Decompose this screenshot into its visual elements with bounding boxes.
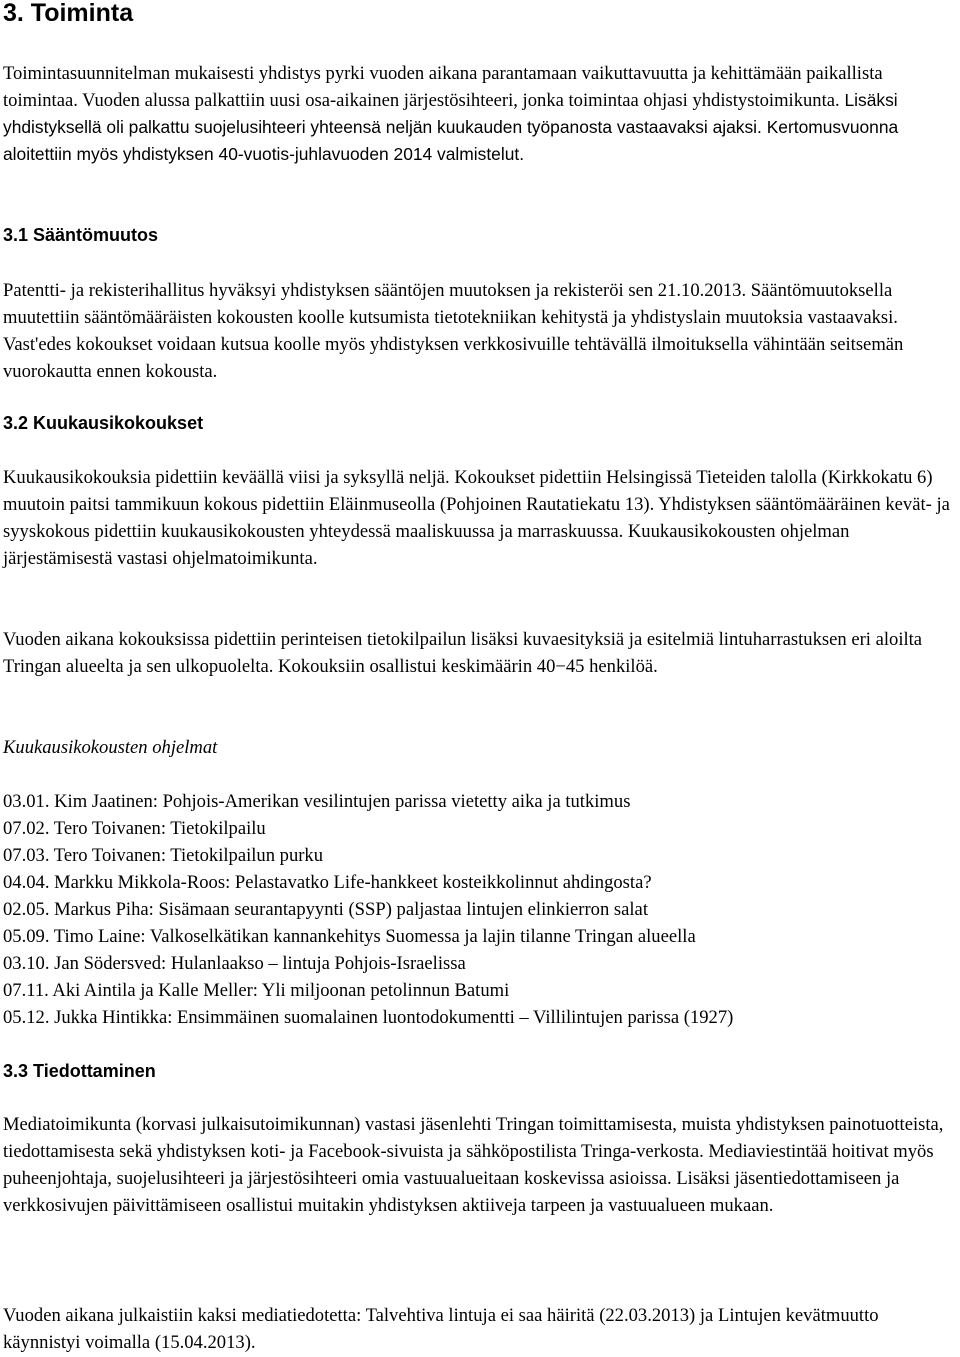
section-3-3-paragraph-2: Vuoden aikana julkaistiin kaksi mediatiedotetta: Talvehtiva lintuja ei saa häiritä (22.03.2013) ja Lintujen kevätmuutto käynnistyi voimalla (15.04.2013). — [3, 1305, 879, 1353]
section-3-2-paragraph-1: Kuukausikokouksia pidettiin keväällä viisi ja syksyllä neljä. Kokoukset pidettiin Helsingissä Tieteiden talolla (Kirkkokatu 6) muutoin paitsi tammikuun kokous pidettiin Eläinmuseolla (Pohjoinen Rautatiekatu 13). Yhdistyksen sääntömääräinen kevät- ja syyskokous pidettiin kuukausikokousten yhteydessä maaliskuussa ja marraskuussa. Kuukausikokousten ohjelman järjestämisestä vastasi ohjelmatoimikunta. — [3, 467, 950, 569]
list-item: 04.04. Markku Mikkola-Roos: Pelastavatko Life-hankkeet kosteikkolinnut ahdingosta? — [3, 872, 652, 893]
list-item: 03.01. Kim Jaatinen: Pohjois-Amerikan vesilintujen parissa vietetty aika ja tutkimus — [3, 791, 631, 812]
intro-text-sans: Lisäksi yhdistyksellä oli palkattu suojelusihteeri yhteensä neljän kuukauden työpanosta vastaavaksi ajaksi. Kertomusvuonna aloitettiin myös yhdistyksen 40-vuotis-juhlavuoden 2014 valmistelut. — [3, 90, 899, 164]
list-item: 03.10. Jan Södersved: Hulanlaakso – lintuja Pohjois-Israelissa — [3, 953, 466, 974]
section-3-3-title: 3.3 Tiedottaminen — [3, 1061, 156, 1081]
program-title: Kuukausikokousten ohjelmat — [3, 737, 218, 758]
section-3-1-title: 3.1 Sääntömuutos — [3, 225, 159, 245]
section-3-2-paragraph-2: Vuoden aikana kokouksissa pidettiin perinteisen tietokilpailun lisäksi kuvaesityksiä ja esitelmiä lintuharrastuksen eri aloilta Tringan alueelta ja sen ulkopuolelta. Kokouksiin osallistui keskimäärin 40−45 henkilöä. — [3, 629, 923, 677]
intro-text-serif: Toimintasuunnitelman mukaisesti yhdistys pyrki vuoden aikana parantamaan vaikuttavuutta ja kehittämään paikallista toimintaa. Vuoden alussa palkattiin uusi osa-aikainen järjestösihteeri, jonka toimintaa ohjasi yhdistystoimikunta. — [3, 63, 883, 111]
list-item: 07.11. Aki Aintila ja Kalle Meller: Yli miljoonan petolinnun Batumi — [3, 980, 510, 1001]
section-3-1-paragraph: Patentti- ja rekisterihallitus hyväksyi yhdistyksen sääntöjen muutoksen ja rekisteröi sen 21.10.2013. Sääntömuutoksella muutettiin sääntömääräisten kokousten koolle kutsumista tietotekniikan kehitystä ja yhdistyslain muutoksia vastaavaksi. Vast'edes kokoukset voidaan kutsua koolle myös yhdistyksen verkkosivuille tehtävällä ilmoituksella vähintään seitsemän vuorokautta ennen kokousta. — [3, 280, 904, 382]
section-3-2-title: 3.2 Kuukausikokoukset — [3, 413, 204, 433]
list-item: 05.09. Timo Laine: Valkoselkätikan kannankehitys Suomessa ja lajin tilanne Tringan alueella — [3, 926, 696, 947]
section-3-3-paragraph-1: Mediatoimikunta (korvasi julkaisutoimikunnan) vastasi jäsenlehti Tringan toimittamisesta, muista yhdistyksen painotuotteista, tiedottamisesta sekä yhdistyksen koti- ja Facebook-sivuista ja sähköpostilista Tringa-verkosta. Mediaviestintää hoitivat myös puheenjohtaja, suojelusihteeri ja järjestösihteeri omia vastuualueitaan koskevissa asioissa. Lisäksi jäsentiedottamiseen ja verkkosivujen päivittämiseen osallistui muitakin yhdistyksen aktiiveja tarpeen ja vastuualueen mukaan. — [3, 1114, 944, 1216]
chapter-heading: 3. Toiminta — [3, 0, 134, 27]
list-item: 05.12. Jukka Hintikka: Ensimmäinen suomalainen luontodokumentti – Villilintujen parissa (1927) — [3, 1007, 734, 1028]
list-item: 07.02. Tero Toivanen: Tietokilpailu — [3, 818, 266, 839]
list-item: 07.03. Tero Toivanen: Tietokilpailun purku — [3, 845, 324, 866]
intro-paragraph — [3, 60, 955, 168]
program-list — [3, 788, 955, 1031]
list-item: 02.05. Markus Piha: Sisämaan seurantapyynti (SSP) paljastaa lintujen elinkierron salat — [3, 899, 648, 920]
